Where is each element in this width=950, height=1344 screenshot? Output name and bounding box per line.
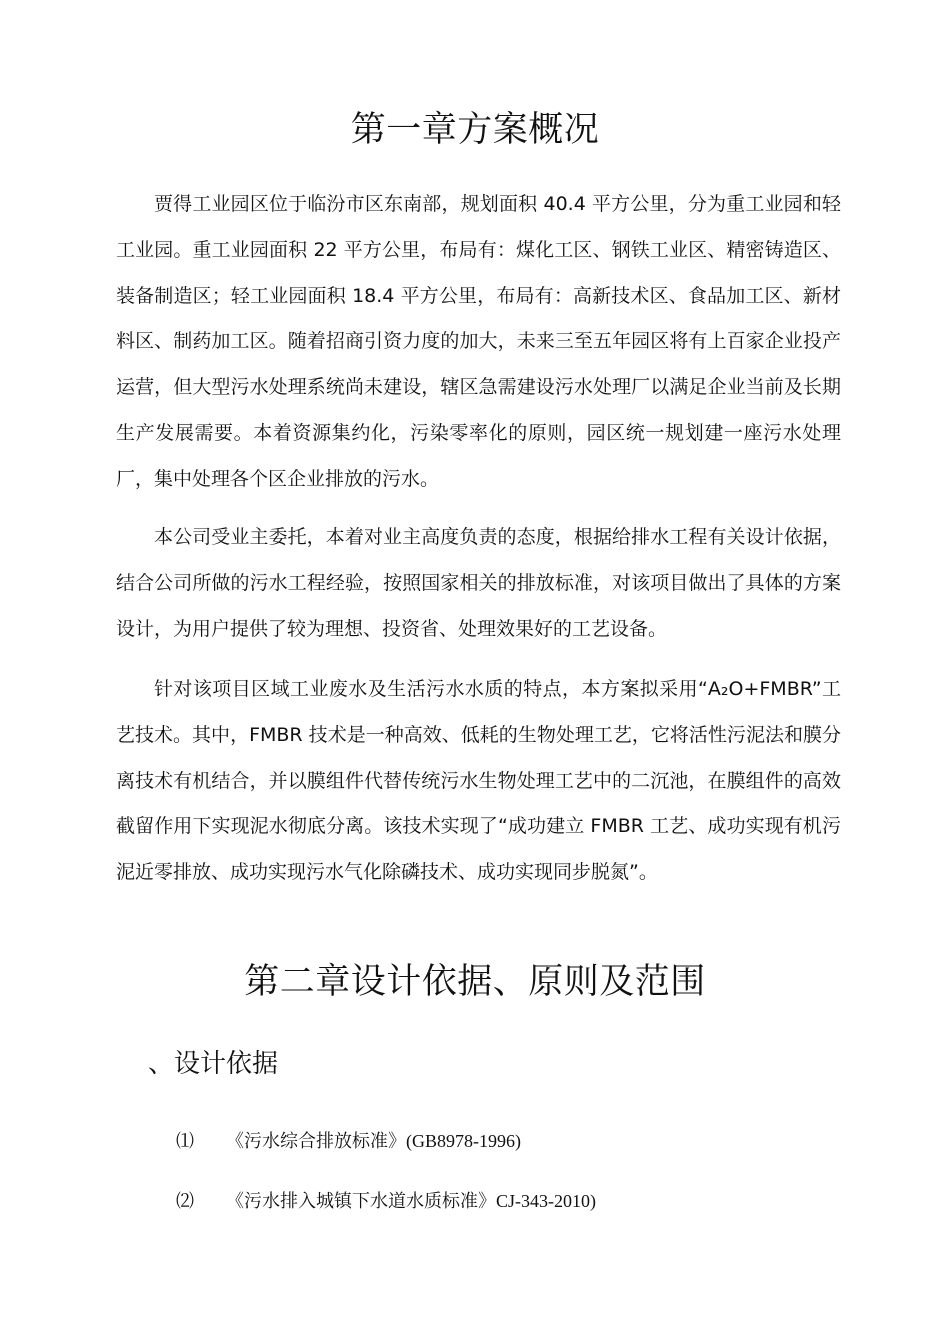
chapter-1-paragraph-3: 针对该项目区域工业废水及生活污水水质的特点，本方案拟采用“A₂O+FMBR”工艺技术。其中，FMBR 技术是一种高效、低耗的生物处理工艺，它将活性污泥法和膜分离技术有机结合，并以膜组件代替传统污水生物处理工艺中的二沉池，在膜组件的高效截留作用下实现泥水彻底分离。该技术实现了“成功建立 FMBR 工艺、成功实现有机污泥近零排放、成功实现污水气化除磷技术、成功实现同步脱氮”。 [116,678,841,884]
reference-item [176,1181,596,1241]
chapter-1-title: 第一章方案概况 [350,110,600,150]
reference-title: 《污水综合排放标准》(GB8978-1996) [226,1131,521,1151]
section-heading-design-basis: 、设计依据 [148,1049,279,1079]
reference-number: ⑵ [176,1191,194,1212]
reference-item [176,1121,596,1181]
reference-number: ⑴ [176,1131,194,1152]
chapter-2-title: 第二章设计依据、原则及范围 [244,962,706,1002]
reference-list [176,1121,596,1241]
chapter-1-paragraph-1: 贾得工业园区位于临汾市区东南部，规划面积 40.4 平方公里，分为重工业园和轻工业园。重工业园面积 22 平方公里，布局有：煤化工区、钢铁工业区、精密铸造区、装备制造区；轻工业园面积 18.4 平方公里，布局有：高新技术区、食品加工区、新材料区、制药加工区。随着招商引资力度的加大，未来三至五年园区将有上百家企业投产运营，但大型污水处理系统尚未建设，辖区急需建设污水处理厂以满足企业当前及长期生产发展需要。本着资源集约化，污染零率化的原则，园区统一规划建一座污水处理厂，集中处理各个区企业排放的污水。 [116,193,841,490]
reference-title: 《污水排入城镇下水道水质标准》CJ-343-2010) [226,1191,596,1211]
chapter-1-paragraph-2: 本公司受业主委托，本着对业主高度负责的态度，根据给排水工程有关设计依据，结合公司所做的污水工程经验，按照国家相关的排放标准，对该项目做出了具体的方案设计，为用户提供了较为理想、投资省、处理效果好的工艺设备。 [116,526,841,640]
